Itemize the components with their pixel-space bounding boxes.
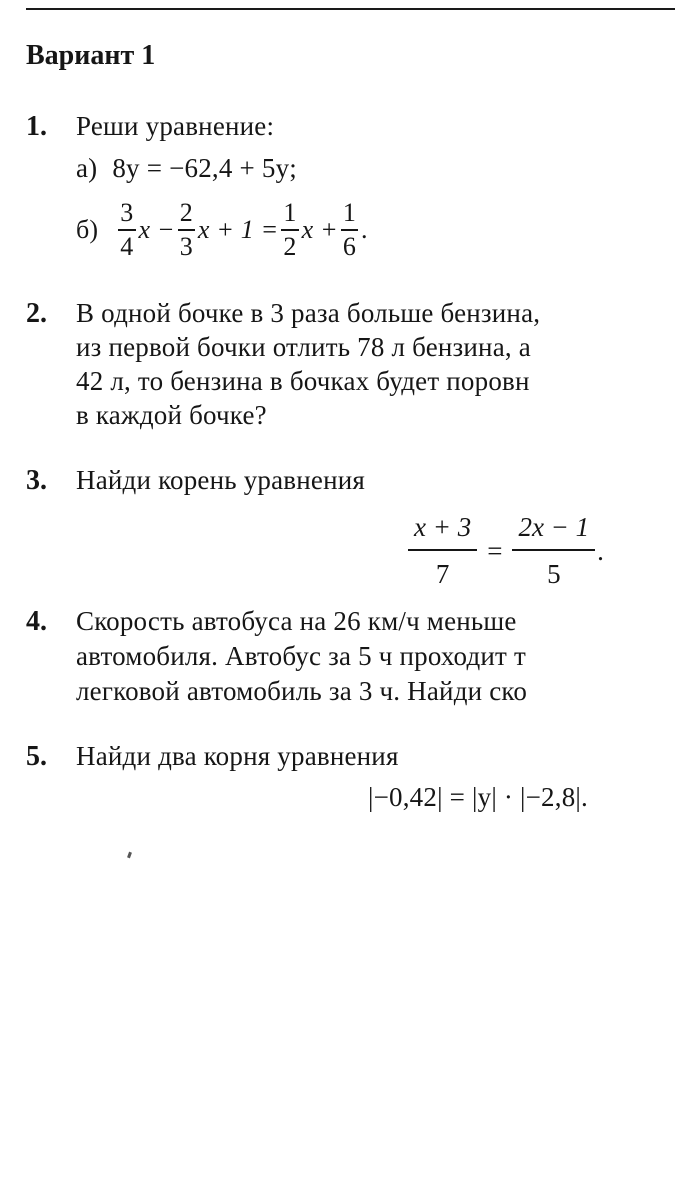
task-1b-label: б): [76, 215, 99, 244]
equation-end: .: [361, 215, 368, 244]
task-4-number: 4.: [26, 606, 47, 637]
fraction-numerator: 2: [179, 198, 193, 227]
task-2-line-1: В одной бочке в 3 раза больше бензина,: [76, 298, 541, 328]
fraction-denominator: 2: [281, 229, 298, 260]
fraction-numerator: 1: [342, 198, 357, 227]
variant-title: Вариант 1: [26, 40, 156, 71]
fraction-numerator: 1: [283, 198, 297, 227]
fraction-denominator: 5: [512, 549, 595, 590]
fraction-1-2: [281, 200, 298, 260]
fraction-1-6: [341, 200, 358, 260]
equation-end: .: [597, 535, 604, 566]
task-4-line-3: легковой автомобиль за 3 ч. Найди ско: [76, 676, 528, 706]
task-1-number: 1.: [26, 111, 47, 142]
task-1a-equation: 8y = −62,4 + 5y;: [112, 153, 297, 183]
fraction-denominator: 7: [408, 549, 477, 590]
fraction-denominator: 6: [341, 229, 358, 260]
fraction-denominator: 4: [118, 229, 135, 260]
task-3-number: 3.: [26, 465, 47, 496]
task-5-number: 5.: [26, 741, 47, 772]
term-x-plus: x +: [301, 215, 338, 244]
fraction-denominator: 3: [178, 229, 195, 260]
task-4-line-1: Скорость автобуса на 26 км/ч меньше: [76, 606, 517, 636]
ink-speck: [127, 852, 132, 859]
fraction-numerator: 3: [120, 198, 134, 227]
fraction-numerator: x + 3: [414, 512, 472, 542]
equals-sign: =: [487, 535, 503, 566]
task-4-line-2: автомобиля. Автобус за 5 ч проходит т: [76, 641, 526, 671]
task-3-equation: [408, 512, 604, 590]
task-1a-label: а): [76, 153, 98, 183]
fraction-numerator: 2x − 1: [518, 512, 590, 542]
term-x-plus-1: x + 1 =: [197, 215, 279, 244]
term-x-minus: x −: [138, 215, 175, 244]
fraction-2-3: [178, 200, 195, 260]
task-1-text: Реши уравнение:: [76, 111, 275, 141]
fraction-left: [408, 512, 477, 590]
task-1b: [76, 200, 368, 260]
top-rule: [26, 8, 675, 10]
task-1a: [76, 153, 297, 184]
fraction-right: [512, 512, 595, 590]
task-2-number: 2.: [26, 298, 47, 329]
task-2-line-3: 42 л, то бензина в бочках будет поровн: [76, 366, 530, 396]
task-2-line-2: из первой бочки отлить 78 л бензина, а: [76, 332, 531, 362]
task-3-text: Найди корень уравнения: [76, 465, 365, 495]
fraction-3-4: [118, 200, 135, 260]
task-2-line-4: в каждой бочке?: [76, 400, 267, 430]
task-5-equation: |−0,42| = |y| · |−2,8|.: [368, 782, 588, 812]
task-5-text: Найди два корня уравнения: [76, 741, 399, 771]
